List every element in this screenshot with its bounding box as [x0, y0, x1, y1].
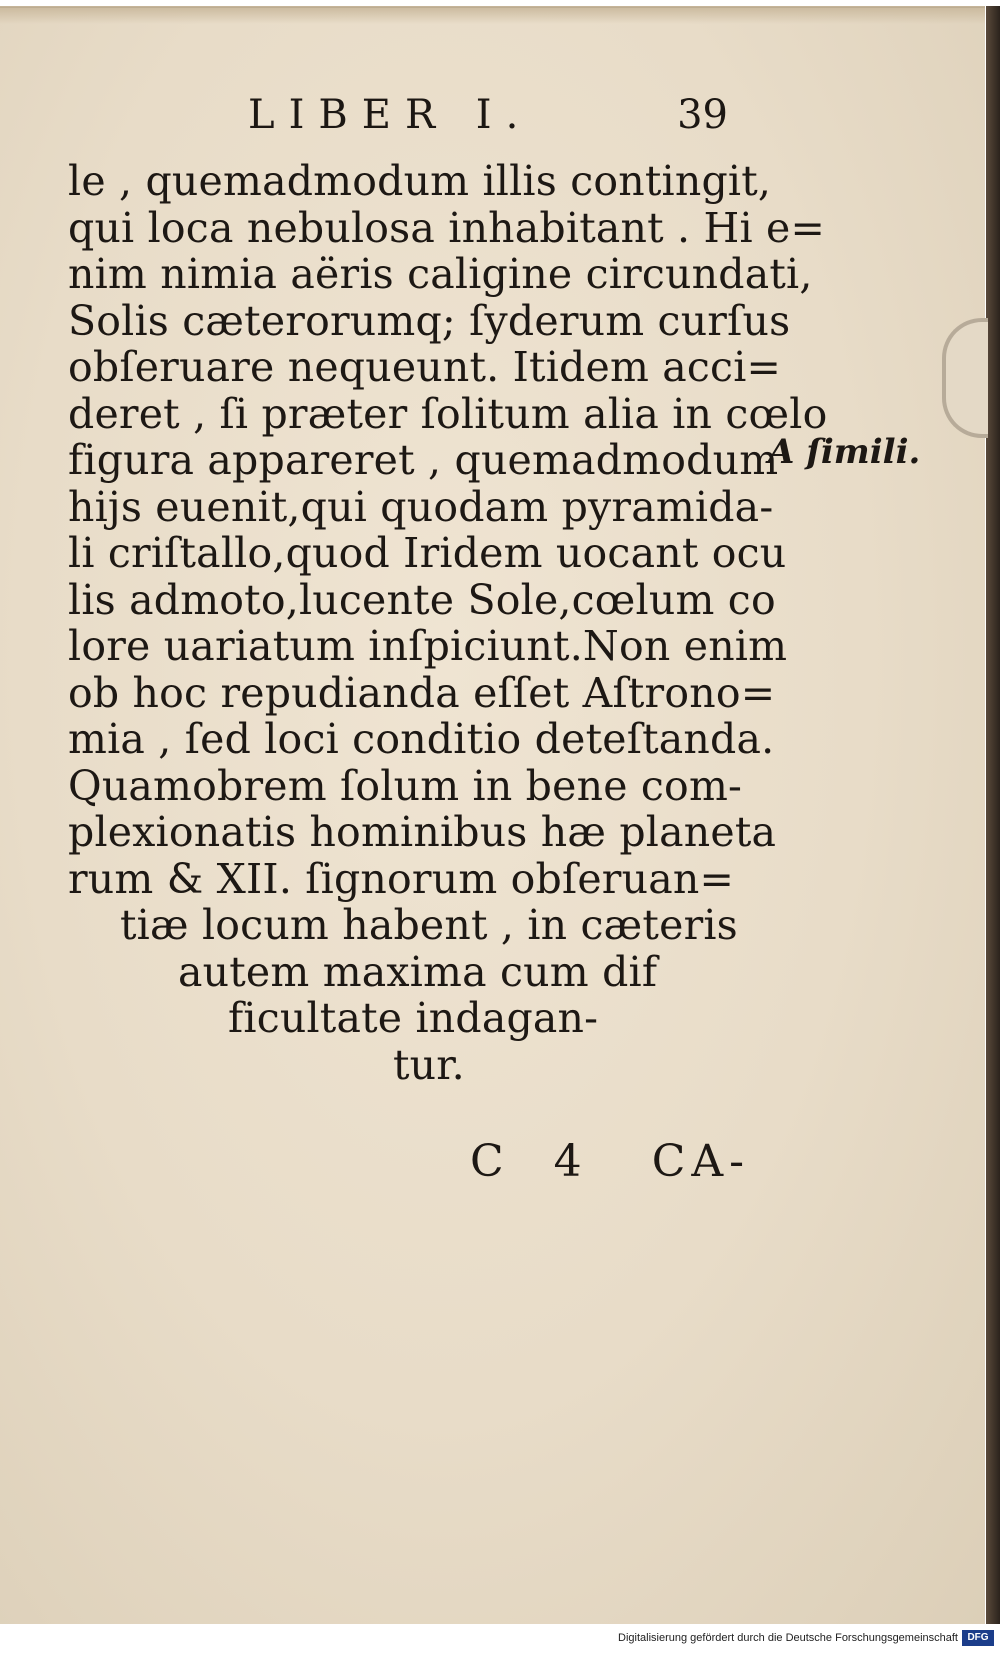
- catch-row: [470, 1136, 750, 1186]
- text-line: qui loca nebulosa inhabitant . Hi e=: [68, 203, 826, 252]
- text-line: figura appareret , quemadmodum: [68, 436, 779, 484]
- text-line: mia , ſed loci conditio deteſtanda.: [68, 715, 775, 763]
- page-header: [248, 92, 728, 142]
- running-head: LIBER I.: [248, 92, 533, 138]
- page-top-shadow: [0, 6, 985, 24]
- text-line: Quamobrem ſolum in bene com-: [68, 761, 743, 810]
- main-text-block: [68, 157, 828, 1089]
- page-clip: [942, 318, 988, 438]
- digitization-footer: [0, 1624, 1000, 1654]
- text-line: autem maxima cum dif: [178, 947, 658, 996]
- book-fore-edge: [986, 6, 1000, 1624]
- text-line: lis admoto,lucente Sole,cœlum co: [68, 575, 776, 624]
- page-number: 39: [677, 92, 728, 138]
- dfg-logo: DFG: [962, 1630, 994, 1646]
- digitization-credit: Digitalisierung gefördert durch die Deutsche Forschungsgemeinschaft: [618, 1632, 958, 1644]
- text-line: ob hoc repudianda eſſet Aſtrono=: [68, 668, 776, 717]
- text-line: plexionatis hominibus hæ planeta: [68, 808, 777, 856]
- text-line: nim nimia aëris caligine circundati,: [68, 250, 813, 298]
- text-line: tiæ locum habent , in cæteris: [120, 901, 738, 949]
- text-line: hijs euenit,qui quodam pyramida-: [68, 482, 774, 531]
- text-line: tur.: [393, 1040, 465, 1089]
- text-line: Solis cæterorumq; ſyderum curſus: [68, 296, 791, 345]
- text-line: le , quemadmodum illis contingit,: [68, 157, 772, 205]
- text-line: rum & XII. ſignorum obſeruan=: [68, 854, 735, 903]
- text-line: li criſtallo,quod Iridem uocant ocu: [68, 529, 787, 577]
- margin-note: A ſimili.: [768, 432, 921, 472]
- catchword: CA-: [651, 1136, 750, 1187]
- text-line: deret , ſi præter ſolitum alia in cœlo: [68, 389, 828, 438]
- text-line: ficultate indagan-: [228, 994, 599, 1042]
- signature-mark: C 4: [470, 1136, 600, 1187]
- text-line: obſeruare nequeunt. Itidem acci=: [68, 343, 782, 391]
- text-line: lore uariatum inſpiciunt.Non enim: [68, 622, 788, 670]
